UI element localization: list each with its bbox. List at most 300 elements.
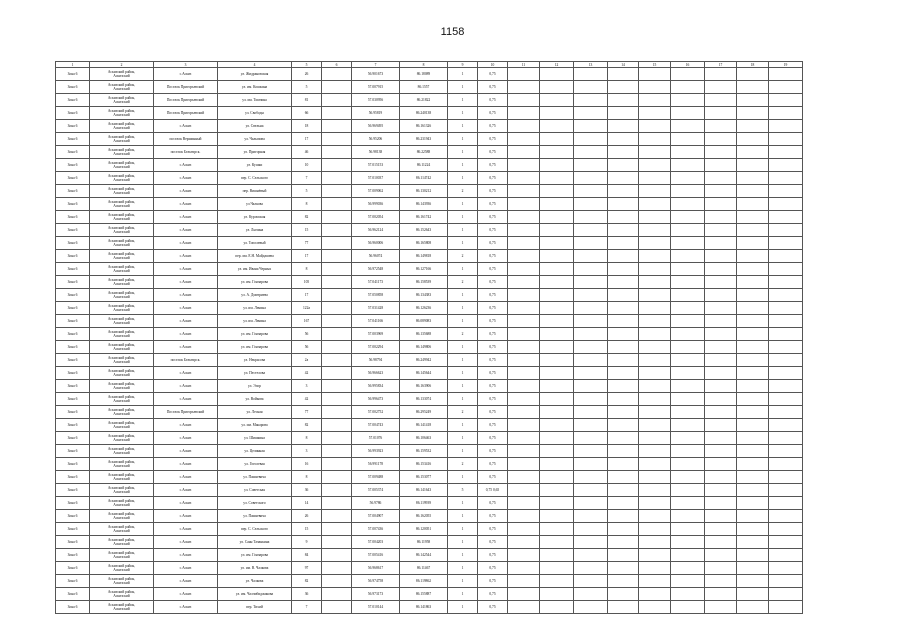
- table-cell: 1: [448, 263, 478, 276]
- cell-line: Аскизский: [113, 399, 130, 403]
- table-cell: 0,75: [478, 471, 508, 484]
- table-cell: [90, 211, 154, 224]
- table-cell: [322, 172, 352, 185]
- table-cell: пер. им. Е.Н. Майдашева: [218, 250, 292, 263]
- table-cell: [508, 393, 540, 406]
- table-cell: 1: [448, 575, 478, 588]
- table-cell: [705, 549, 737, 562]
- table-cell: [671, 289, 705, 302]
- cell-line: Аскизский район,: [107, 577, 136, 581]
- table-row: [56, 549, 803, 562]
- table-cell: Зона 6: [56, 458, 90, 471]
- table-cell: [90, 471, 154, 484]
- table-cell: 97: [292, 562, 322, 575]
- table-cell: [769, 471, 803, 484]
- table-cell: 105: [292, 276, 322, 289]
- cell-line: Аскизский: [113, 217, 130, 221]
- table-cell: [508, 510, 540, 523]
- table-cell: Зона 6: [56, 315, 90, 328]
- table-cell: 56.968617: [352, 562, 400, 575]
- table-cell: 1: [448, 601, 478, 614]
- table-row: [56, 354, 803, 367]
- table-row: [56, 250, 803, 263]
- table-cell: [769, 601, 803, 614]
- table-cell: 86.127166: [400, 263, 448, 276]
- table-cell: пер. С. Сельского: [218, 172, 292, 185]
- table-cell: [608, 419, 639, 432]
- table-cell: 0,75: [478, 315, 508, 328]
- table-cell: [769, 562, 803, 575]
- table-cell: [322, 432, 352, 445]
- table-cell: с.Аскиз: [154, 536, 218, 549]
- table-cell: 8: [292, 263, 322, 276]
- table-cell: 57.009488: [352, 471, 400, 484]
- table-cell: [90, 523, 154, 536]
- table-cell: [639, 380, 671, 393]
- table-cell: Зона 6: [56, 211, 90, 224]
- table-cell: 57.010037: [352, 172, 400, 185]
- table-cell: Зона 6: [56, 380, 90, 393]
- table-cell: [671, 107, 705, 120]
- table-cell: Зона 6: [56, 354, 90, 367]
- table-cell: [508, 458, 540, 471]
- table-cell: с.Аскиз: [154, 341, 218, 354]
- table-cell: [671, 302, 705, 315]
- table-cell: [705, 341, 737, 354]
- table-cell: с.Аскиз: [154, 367, 218, 380]
- table-cell: Поселок Пригорьевский: [154, 406, 218, 419]
- table-cell: [608, 68, 639, 81]
- table-cell: [90, 601, 154, 614]
- cell-line: Аскизский: [113, 542, 130, 546]
- table-cell: 56.995834: [352, 380, 400, 393]
- table-cell: [90, 81, 154, 94]
- table-cell: [671, 315, 705, 328]
- cell-line: Аскизский: [113, 347, 130, 351]
- table-cell: ул. Саян Тачанкина: [218, 536, 292, 549]
- table-cell: [322, 198, 352, 211]
- table-cell: [540, 302, 574, 315]
- table-cell: [639, 445, 671, 458]
- table-cell: [508, 172, 540, 185]
- table-cell: 1: [448, 380, 478, 393]
- table-cell: Поселок Пригорьевский: [154, 107, 218, 120]
- table-cell: 56.95819: [352, 107, 400, 120]
- table-cell: [639, 81, 671, 94]
- table-cell: [769, 536, 803, 549]
- table-cell: 0,75: [478, 81, 508, 94]
- table-row: [56, 471, 803, 484]
- table-cell: [322, 458, 352, 471]
- table-cell: [639, 263, 671, 276]
- table-cell: 17: [292, 250, 322, 263]
- table-cell: ул. им. Кошкина: [218, 81, 292, 94]
- table-cell: [574, 250, 608, 263]
- table-cell: [90, 107, 154, 120]
- table-cell: [608, 81, 639, 94]
- column-header: 5: [292, 62, 322, 68]
- cell-line: Аскизский район,: [107, 486, 136, 490]
- column-header: 17: [705, 62, 737, 68]
- table-cell: 56.999036: [352, 198, 400, 211]
- table-cell: [705, 588, 737, 601]
- cell-line: Аскизский: [113, 438, 130, 442]
- table-cell: [90, 549, 154, 562]
- cell-line: Аскизский район,: [107, 330, 136, 334]
- table-cell: [639, 198, 671, 211]
- table-cell: [508, 146, 540, 159]
- table-cell: [508, 68, 540, 81]
- cell-line: Аскизский район,: [107, 83, 136, 87]
- table-cell: 0,75: [478, 536, 508, 549]
- table-cell: [705, 276, 737, 289]
- table-cell: 56.98794: [352, 354, 400, 367]
- cell-line: Аскизский район,: [107, 278, 136, 282]
- table-cell: Зона 6: [56, 185, 90, 198]
- table-cell: [574, 445, 608, 458]
- table-cell: Зона 6: [56, 432, 90, 445]
- cell-line: Аскизский район,: [107, 603, 136, 607]
- table-cell: [705, 120, 737, 133]
- table-cell: [737, 107, 769, 120]
- table-cell: [540, 367, 574, 380]
- cell-line: Аскизский район,: [107, 187, 136, 191]
- table-cell: 2: [448, 276, 478, 289]
- table-cell: [608, 94, 639, 107]
- table-cell: 56.973173: [352, 588, 400, 601]
- table-cell: 86.163906: [400, 380, 448, 393]
- table-cell: [540, 341, 574, 354]
- cell-line: Аскизский район,: [107, 343, 136, 347]
- table-cell: [639, 393, 671, 406]
- table-cell: ул. им. Гончарова: [218, 276, 292, 289]
- table-cell: [574, 510, 608, 523]
- table-cell: [322, 419, 352, 432]
- table-row: [56, 536, 803, 549]
- table-cell: 86.141643: [400, 484, 448, 497]
- table-cell: [508, 263, 540, 276]
- table-cell: [322, 510, 352, 523]
- table-cell: [737, 432, 769, 445]
- table-cell: 86.134383: [400, 289, 448, 302]
- table-cell: 36: [292, 484, 322, 497]
- table-cell: [769, 276, 803, 289]
- table-cell: [705, 198, 737, 211]
- table-cell: [540, 588, 574, 601]
- cell-line: Аскизский: [113, 425, 130, 429]
- table-cell: [671, 328, 705, 341]
- column-header: 16: [671, 62, 705, 68]
- table-cell: [574, 406, 608, 419]
- table-row: [56, 68, 803, 81]
- table-cell: ул. Некрасова: [218, 354, 292, 367]
- table-cell: [769, 588, 803, 601]
- table-cell: 0,75: [478, 354, 508, 367]
- table-cell: [322, 406, 352, 419]
- table-cell: ул. Cоветского: [218, 497, 292, 510]
- table-cell: 5: [448, 484, 478, 497]
- cell-line: Аскизский: [113, 74, 130, 78]
- table-cell: 0,75: [478, 289, 508, 302]
- table-cell: 1: [448, 198, 478, 211]
- table-cell: [705, 146, 737, 159]
- table-cell: Зона 6: [56, 68, 90, 81]
- table-cell: 86.120051: [400, 523, 448, 536]
- table-cell: 56.96074: [352, 250, 400, 263]
- table-cell: [671, 250, 705, 263]
- table-cell: [639, 588, 671, 601]
- table-cell: [737, 315, 769, 328]
- table-cell: [574, 393, 608, 406]
- table-cell: [574, 302, 608, 315]
- table-cell: [769, 354, 803, 367]
- table-cell: 1: [448, 107, 478, 120]
- table-cell: [671, 562, 705, 575]
- table-cell: [608, 484, 639, 497]
- cell-line: Аскизский: [113, 555, 130, 559]
- table-cell: [639, 510, 671, 523]
- table-cell: 0,75: [478, 341, 508, 354]
- table-cell: [769, 523, 803, 536]
- table-cell: [737, 575, 769, 588]
- table-cell: [508, 237, 540, 250]
- table-cell: 56.966623: [352, 367, 400, 380]
- table-cell: [705, 263, 737, 276]
- table-cell: 0,75: [478, 146, 508, 159]
- table-cell: [737, 198, 769, 211]
- table-cell: [90, 328, 154, 341]
- table-cell: с.Аскиз: [154, 471, 218, 484]
- cell-line: Аскизский район,: [107, 213, 136, 217]
- table-cell: 2: [448, 328, 478, 341]
- table-cell: [540, 328, 574, 341]
- table-cell: [737, 484, 769, 497]
- table-cell: [322, 185, 352, 198]
- table-row: [56, 263, 803, 276]
- table-cell: ул. А. Дмитриева: [218, 289, 292, 302]
- table-cell: [705, 497, 737, 510]
- table-cell: [671, 367, 705, 380]
- table-cell: ул. им. Гончарова: [218, 328, 292, 341]
- table-cell: 86.161742: [400, 211, 448, 224]
- table-cell: 56.901673: [352, 68, 400, 81]
- table-cell: [322, 497, 352, 510]
- table-cell: 56: [292, 328, 322, 341]
- table-cell: [639, 341, 671, 354]
- table-cell: с.Аскиз: [154, 302, 218, 315]
- table-cell: [508, 133, 540, 146]
- column-header: 11: [508, 62, 540, 68]
- table-row: [56, 406, 803, 419]
- table-cell: с.Аскиз: [154, 159, 218, 172]
- table-cell: [90, 588, 154, 601]
- table-cell: [574, 341, 608, 354]
- table-cell: 1: [448, 471, 478, 484]
- table-cell: [322, 250, 352, 263]
- table-cell: [608, 601, 639, 614]
- table-cell: [705, 302, 737, 315]
- table-cell: 0,75: [478, 302, 508, 315]
- table-cell: [608, 146, 639, 159]
- table-row: [56, 172, 803, 185]
- table-cell: [508, 484, 540, 497]
- table-cell: [671, 445, 705, 458]
- table-cell: 86.1557: [400, 81, 448, 94]
- table-cell: 86.155887: [400, 588, 448, 601]
- cell-line: Аскизский: [113, 269, 130, 273]
- table-cell: 77: [292, 406, 322, 419]
- table-cell: ул. Куромская: [218, 211, 292, 224]
- table-cell: [540, 315, 574, 328]
- table-cell: [639, 497, 671, 510]
- table-row: [56, 120, 803, 133]
- table-cell: 57.003969: [352, 328, 400, 341]
- table-cell: 0,75: [478, 458, 508, 471]
- table-cell: пер. С. Сельского: [218, 523, 292, 536]
- table-cell: 1: [448, 588, 478, 601]
- table-cell: [705, 406, 737, 419]
- table-cell: [608, 575, 639, 588]
- table-cell: Зона 6: [56, 367, 90, 380]
- table-cell: [508, 406, 540, 419]
- table-cell: 86.22588: [400, 146, 448, 159]
- table-cell: [705, 224, 737, 237]
- table-cell: [540, 536, 574, 549]
- cell-line: Аскизский: [113, 360, 130, 364]
- table-cell: [705, 367, 737, 380]
- table-cell: [508, 224, 540, 237]
- column-header: 9: [448, 62, 478, 68]
- table-cell: [574, 484, 608, 497]
- table-cell: [737, 211, 769, 224]
- table-cell: [574, 575, 608, 588]
- table-cell: [322, 536, 352, 549]
- table-cell: [508, 120, 540, 133]
- table-cell: 17: [292, 289, 322, 302]
- table-cell: [769, 302, 803, 315]
- table-cell: [608, 445, 639, 458]
- cell-line: Аскизский район,: [107, 590, 136, 594]
- table-cell: [705, 354, 737, 367]
- table-cell: [769, 393, 803, 406]
- table-cell: [90, 172, 154, 185]
- table-cell: с.Аскиз: [154, 289, 218, 302]
- table-cell: 1: [448, 354, 478, 367]
- table-row: [56, 237, 803, 250]
- table-cell: [574, 185, 608, 198]
- table-cell: 57.005374: [352, 484, 400, 497]
- table-cell: с.Аскиз: [154, 380, 218, 393]
- table-cell: [90, 68, 154, 81]
- table-cell: [705, 211, 737, 224]
- table-cell: 0,75: [478, 133, 508, 146]
- cell-line: Аскизский район,: [107, 356, 136, 360]
- table-cell: 57.007436: [352, 523, 400, 536]
- table-cell: [574, 354, 608, 367]
- table-cell: 86.152643: [400, 224, 448, 237]
- table-cell: [322, 81, 352, 94]
- table-cell: 17: [292, 133, 322, 146]
- table-cell: 0,75: [478, 380, 508, 393]
- table-cell: [705, 94, 737, 107]
- cell-line: Аскизский район,: [107, 291, 136, 295]
- table-cell: 9: [292, 536, 322, 549]
- table-cell: 5: [292, 81, 322, 94]
- table-cell: с.Аскиз: [154, 497, 218, 510]
- column-header: 12: [540, 62, 574, 68]
- table-cell: [574, 458, 608, 471]
- table-cell: [574, 68, 608, 81]
- table-cell: 2: [448, 406, 478, 419]
- table-cell: [322, 146, 352, 159]
- table-row: [56, 276, 803, 289]
- table-cell: 0,75: [478, 575, 508, 588]
- table-cell: [737, 354, 769, 367]
- table-cell: Зона 6: [56, 94, 90, 107]
- table-cell: [574, 588, 608, 601]
- table-cell: ул.Чалкова: [218, 198, 292, 211]
- table-cell: 1: [448, 133, 478, 146]
- table-cell: [737, 328, 769, 341]
- table-cell: [639, 328, 671, 341]
- table-cell: [608, 328, 639, 341]
- table-cell: 86.149818: [400, 250, 448, 263]
- table-cell: Зона 6: [56, 536, 90, 549]
- table-cell: [737, 406, 769, 419]
- table-cell: с.Аскиз: [154, 484, 218, 497]
- table-row: [56, 562, 803, 575]
- table-cell: [574, 315, 608, 328]
- table-cell: 57.015153: [352, 159, 400, 172]
- table-cell: [322, 263, 352, 276]
- table-cell: [574, 172, 608, 185]
- table-cell: [639, 471, 671, 484]
- table-cell: 56.95206: [352, 133, 400, 146]
- table-cell: 86.18089: [400, 68, 448, 81]
- cell-line: Аскизский район,: [107, 304, 136, 308]
- table-cell: [508, 81, 540, 94]
- table-row: [56, 575, 803, 588]
- table-cell: [540, 107, 574, 120]
- table-cell: Зона 6: [56, 406, 90, 419]
- table-cell: 1: [448, 120, 478, 133]
- table-cell: [639, 211, 671, 224]
- table-cell: ул. Пашкевича: [218, 510, 292, 523]
- table-cell: Зона 6: [56, 146, 90, 159]
- table-cell: [671, 81, 705, 94]
- table-cell: ул. Свободы: [218, 107, 292, 120]
- table-cell: [608, 276, 639, 289]
- table-cell: ул. им. Ивана Черных: [218, 263, 292, 276]
- page-number: 1158: [440, 26, 465, 38]
- table-cell: [737, 289, 769, 302]
- table-cell: [508, 250, 540, 263]
- table-row: [56, 224, 803, 237]
- table-cell: [90, 133, 154, 146]
- table-cell: 86.145644: [400, 367, 448, 380]
- table-cell: 1: [448, 549, 478, 562]
- cell-line: Аскизский: [113, 308, 130, 312]
- table-cell: [639, 172, 671, 185]
- table-cell: [540, 198, 574, 211]
- table-cell: [671, 575, 705, 588]
- cell-line: Аскизский: [113, 594, 130, 598]
- table-cell: [540, 562, 574, 575]
- table-cell: [508, 575, 540, 588]
- table-cell: [508, 302, 540, 315]
- table-cell: 8: [292, 471, 322, 484]
- table-cell: 7: [292, 601, 322, 614]
